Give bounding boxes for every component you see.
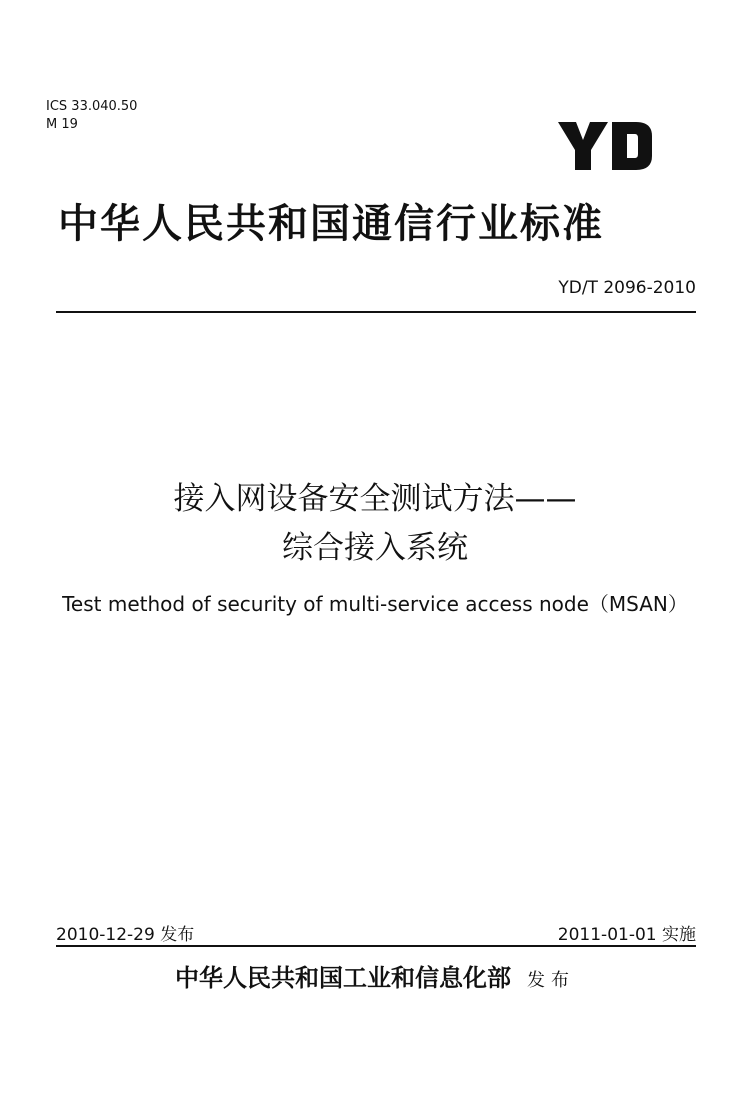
ics-block [46, 98, 137, 134]
implementation-date: 2011-01-01 实施 [557, 925, 696, 945]
issuer-name: 中华人民共和国工业和信息化部 [175, 964, 511, 992]
issue-date: 2010-12-29 发布 [56, 925, 195, 945]
issuer [0, 958, 750, 993]
yd-logo [556, 118, 656, 172]
title-chinese-line1: 接入网设备安全测试方法—— [173, 481, 577, 517]
title-english: Test method of security of multi-service access node（MSAN） [62, 592, 688, 616]
standard-type: 中华人民共和国通信行业标准 [58, 201, 604, 247]
top-divider [56, 311, 696, 313]
ics-code: ICS 33.040.50 [46, 99, 138, 114]
title-chinese-line2: 综合接入系统 [282, 530, 468, 566]
bottom-divider [56, 945, 696, 947]
issuer-suffix: 发布 [527, 970, 575, 991]
standard-number: YD/T 2096-2010 [558, 278, 696, 298]
classification-code: M 19 [46, 117, 78, 132]
